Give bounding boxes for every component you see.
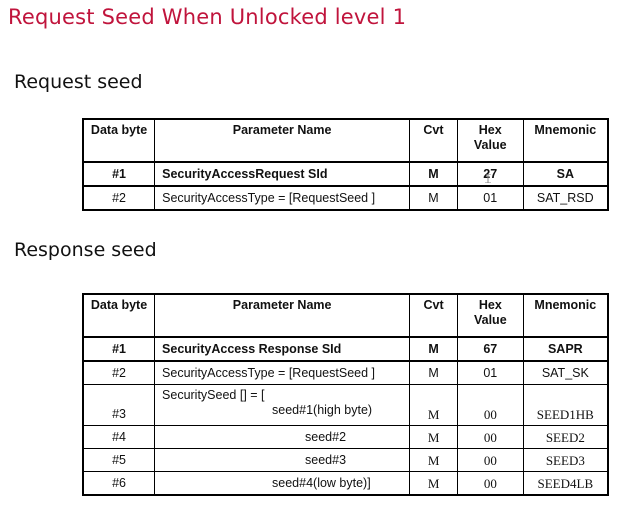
table-row <box>83 426 608 449</box>
header-parameter-name: Parameter Name <box>155 119 410 162</box>
parameter-name-cell: SecurityAccess Response SId <box>155 337 410 361</box>
header-hex-value: Hex Value <box>457 294 523 337</box>
hex-value-cell: 27 <box>457 162 523 186</box>
table-row <box>83 449 608 472</box>
header-mnemonic: Mnemonic <box>523 119 608 162</box>
parameter-name-cell: seed#4(low byte)] <box>155 472 410 496</box>
cvt-cell: M <box>410 385 458 426</box>
table-row <box>83 361 608 385</box>
header-hex-value: Hex Value <box>457 119 523 162</box>
mnemonic-cell: SAT_SK <box>523 361 608 385</box>
header-data-byte: Data byte <box>83 119 155 162</box>
data-byte-cell: #3 <box>83 385 155 426</box>
header-mnemonic: Mnemonic <box>523 294 608 337</box>
request-seed-table <box>82 118 609 211</box>
mnemonic-cell: SEED1HB <box>523 385 608 426</box>
cvt-cell: M <box>410 449 458 472</box>
mnemonic-cell: SEED3 <box>523 449 608 472</box>
table-header-row <box>83 294 608 337</box>
cvt-cell: M <box>410 162 458 186</box>
mnemonic-cell: SAT_RSD <box>523 186 608 210</box>
cvt-cell: M <box>410 472 458 496</box>
cvt-cell: M <box>410 337 458 361</box>
header-cvt: Cvt <box>410 294 458 337</box>
mnemonic-cell: SAPR <box>523 337 608 361</box>
parameter-name-cell <box>155 385 410 426</box>
data-byte-cell: #6 <box>83 472 155 496</box>
parameter-name-cell: SecurityAccessType = [RequestSeed ] <box>155 186 410 210</box>
hex-value-cell: 00 <box>457 472 523 496</box>
data-byte-cell: #2 <box>83 186 155 210</box>
hex-value-cell: 01 <box>457 186 523 210</box>
table-row <box>83 337 608 361</box>
hex-value-cell: 00 <box>457 449 523 472</box>
cvt-cell: M <box>410 361 458 385</box>
header-data-byte: Data byte <box>83 294 155 337</box>
table-row <box>83 385 608 426</box>
header-cvt: Cvt <box>410 119 458 162</box>
parameter-name-cell: SecurityAccessType = [RequestSeed ] <box>155 361 410 385</box>
mnemonic-cell: SA <box>523 162 608 186</box>
request-seed-heading: Request seed <box>14 71 143 93</box>
data-byte-cell: #1 <box>83 337 155 361</box>
table-row <box>83 472 608 496</box>
table-row <box>83 186 608 210</box>
header-parameter-name: Parameter Name <box>155 294 410 337</box>
parameter-name-cell: seed#3 <box>155 449 410 472</box>
parameter-name-line1: SecuritySeed [] = [ <box>162 388 265 402</box>
mnemonic-cell: SEED4LB <box>523 472 608 496</box>
response-seed-table <box>82 293 609 496</box>
response-seed-heading: Response seed <box>14 239 157 261</box>
table-header-row <box>83 119 608 162</box>
parameter-name-cell: SecurityAccessRequest SId <box>155 162 410 186</box>
data-byte-cell: #2 <box>83 361 155 385</box>
cvt-cell: M <box>410 186 458 210</box>
hex-value-cell: 00 <box>457 385 523 426</box>
data-byte-cell: #1 <box>83 162 155 186</box>
parameter-name-cell: seed#2 <box>155 426 410 449</box>
data-byte-cell: #4 <box>83 426 155 449</box>
hex-value-cell: 67 <box>457 337 523 361</box>
hex-value-cell: 00 <box>457 426 523 449</box>
data-byte-cell: #5 <box>83 449 155 472</box>
hex-value-cell: 01 <box>457 361 523 385</box>
cvt-cell: M <box>410 426 458 449</box>
mnemonic-cell: SEED2 <box>523 426 608 449</box>
parameter-name-line2: seed#1(high byte) <box>272 403 373 417</box>
page-title: Request Seed When Unlocked level 1 <box>8 5 407 29</box>
text-cursor-icon <box>485 174 491 183</box>
table-row <box>83 162 608 186</box>
